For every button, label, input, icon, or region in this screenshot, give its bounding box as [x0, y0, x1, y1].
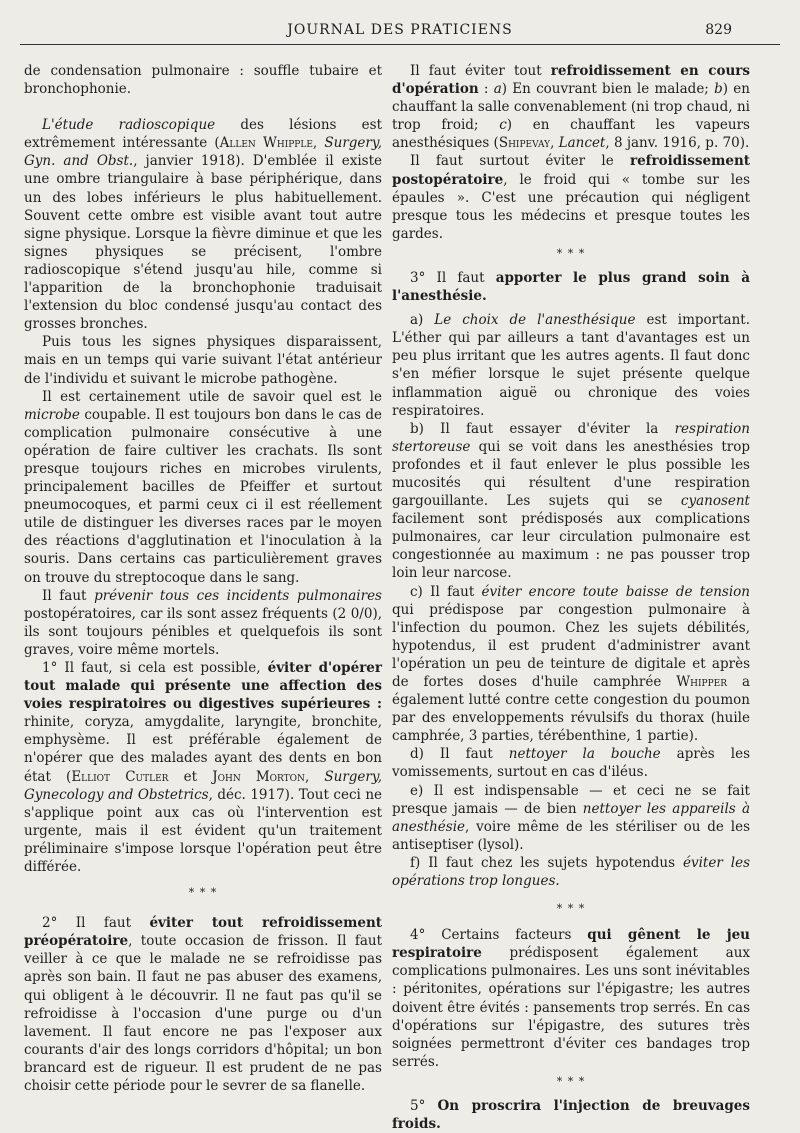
- section-divider-asterism: * * *: [188, 886, 218, 900]
- paragraph-3c: c) Il faut éviter encore toute baisse de tension qui prédispose par congestion pulmonaire à l'infection du poumon. Chez les sujets débilités, hypotendus, il est prudent d'administrer avant l'opération un peu de teinture de digitale et après de fortes doses d'huile camphrée Whipper a également lutté contre cette congestion du poumon par des enveloppements révulsifs du thorax (huile camphrée, 3 parties, térébenthine, 1 partie).: [392, 583, 750, 745]
- section-divider-asterism: * * *: [556, 246, 586, 260]
- section-divider-asterism: * * *: [556, 902, 586, 916]
- paragraph-3b: b) Il faut essayer d'éviter la respiration stertoreuse qui se voit dans les anesthésies trop profondes et il faut enlever le plus possible les mucosités qui résultent d'une respiration gargouillante. Les sujets qui se cyanosent facilement sont prédisposés aux complications pulmonaires, car leur circulation pulmonaire est congestionnée au maximum : ne pas pousser trop loin leur narcose.: [392, 420, 750, 582]
- paragraph: Puis tous les signes physiques disparaissent, mais en un temps qui varie suivant l'état antérieur de l'individu et suivant le microbe pathogène.: [24, 334, 382, 387]
- left-column: [24, 62, 382, 1095]
- paragraph-microbe: Il est certainement utile de savoir quel est le microbe coupable. Il est toujours bon dans le cas de complication pulmonaire consécutive à une opération de faire cultiver les crachats. Ils sont presque toujours riches en microbes virulents, principalement bacilles de Pfeiffer et surtout pneumocoques, et parmi ceux ci il est réellement utile de distinguer les diverses races par le moyen des réactions d'agglutination et l'inoculation à la souris. Dans certains cas particulièrement graves on trouve du streptocoque dans le sang.: [24, 388, 382, 586]
- paragraph-3d: d) Il faut nettoyer la bouche après les vomissements, surtout en cas d'iléus.: [392, 746, 750, 781]
- page-number: 829: [705, 22, 732, 38]
- paragraph-point-4: 4° Certains facteurs qui gênent le jeu respiratoire prédisposent également aux complications pulmonaires. Les uns sont inévitables : péritonites, opérations sur l'épigastre; les autres doivent être évités : pansements trop serrés. En cas d'opérations sur l'épigastre, des sutures très soignées permettront d'éviter ces bandages trop serrés.: [392, 927, 750, 1070]
- paragraph-prevention: Il faut prévenir tous ces incidents pulmonaires postopératoires, car ils sont assez fréquents (2 0/0), ils sont toujours pénibles et quelquefois ils sont graves, voire même mortels.: [24, 587, 382, 658]
- paragraph-3f: f) Il faut chez les sujets hypotendus éviter les opérations trop longues.: [392, 854, 750, 890]
- journal-title: JOURNAL DES PRATICIENS: [287, 22, 513, 38]
- running-header: [20, 18, 780, 45]
- paragraph: Il faut éviter tout refroidissement en cours d'opération : a) En couvrant bien le malade; b) en chauffant la salle convenablement (ni trop chaud, ni trop froid; c) en chauffant les vapeurs anesthésiques (Shipevay, Lancet, 8 janv. 1916, p. 70).: [392, 63, 750, 152]
- paragraph-3e: e) Il est indispensable — et ceci ne se fait presque jamais — de bien nettoyer les appareils à anesthésie, voire même de les stériliser ou de les antiseptiser (lysol).: [392, 782, 751, 853]
- paragraph: Il faut surtout éviter le refroidissement postopératoire, le froid qui « tombe sur les épaules ». C'est une précaution qui négligent presque tous les médecins et presque toutes les gardes.: [392, 153, 750, 242]
- right-column: [392, 62, 750, 1133]
- paragraph-point-1: 1° Il faut, si cela est possible, éviter d'opérer tout malade qui présente une affection des voies respiratoires ou digestives supérieures : rhinite, coryza, amygdalite, laryngite, bronchite, emphysème. Il est préférable également de n'opérer que des malades ayant des dents en bon état (Elliot Cutler et John Morton, Surgery, Gynecology and Obstetrics, déc. 1917). Tout ceci ne s'applique point aux cas où l'intervention est urgente, mais il est évident qu'un traitement préliminaire s'impose lorsque l'opération peut être différée.: [24, 660, 383, 876]
- paragraph-point-3: 3° Il faut apporter le plus grand soin à l'anesthésie.: [392, 269, 751, 305]
- paragraph-radioscopy: L'étude radioscopique des lésions est extrêmement intéressante (Allen Whipple, Surgery, Gyn. and Obst., janvier 1918). D'emblée il existe une ombre triangulaire à base périphérique, dans un des lobes inférieurs le plus habituellement. Souvent cette ombre est visible avant tout autre signe physique. Lorsque la fièvre diminue et que les signes physiques se précisent, l'ombre radioscopique s'étend jusqu'au hile, comme si l'apparition de la bronchophonie traduisait l'extension du bloc condensé jusqu'au contact des grosses bronches.: [24, 117, 383, 333]
- paragraph-3a: a) Le choix de l'anesthésique est important. L'éther qui par ailleurs a tant d'avantages est un peu plus irritant que les autres agents. Il faut donc s'en méfier lorsque le sujet présente quelque inflammation aiguë ou chronique des voies respiratoires.: [392, 312, 750, 419]
- paragraph-point-2: 2° Il faut éviter tout refroidissement préopératoire, toute occasion de frisson. Il faut veiller à ce que le malade ne se refroidisse pas après son bain. Il faut ne pas abuser des examens, qui obligent à le découvrir. Il ne faut pas qu'il se refroidisse à l'occasion d'une purge ou d'un lavement. Il faut encore ne pas l'exposer aux courants d'air des longs corridors d'hôpital; un bon brancard est de rigueur. Il est prudent de ne pas choisir cette période pour le sevrer de sa flanelle.: [24, 915, 382, 1094]
- paragraph: de condensation pulmonaire : souffle tubaire et bronchophonie.: [24, 63, 382, 98]
- section-divider-asterism: * * *: [556, 1074, 586, 1088]
- paragraph-point-5: 5° On proscrira l'injection de breuvages froids.: [392, 1097, 750, 1132]
